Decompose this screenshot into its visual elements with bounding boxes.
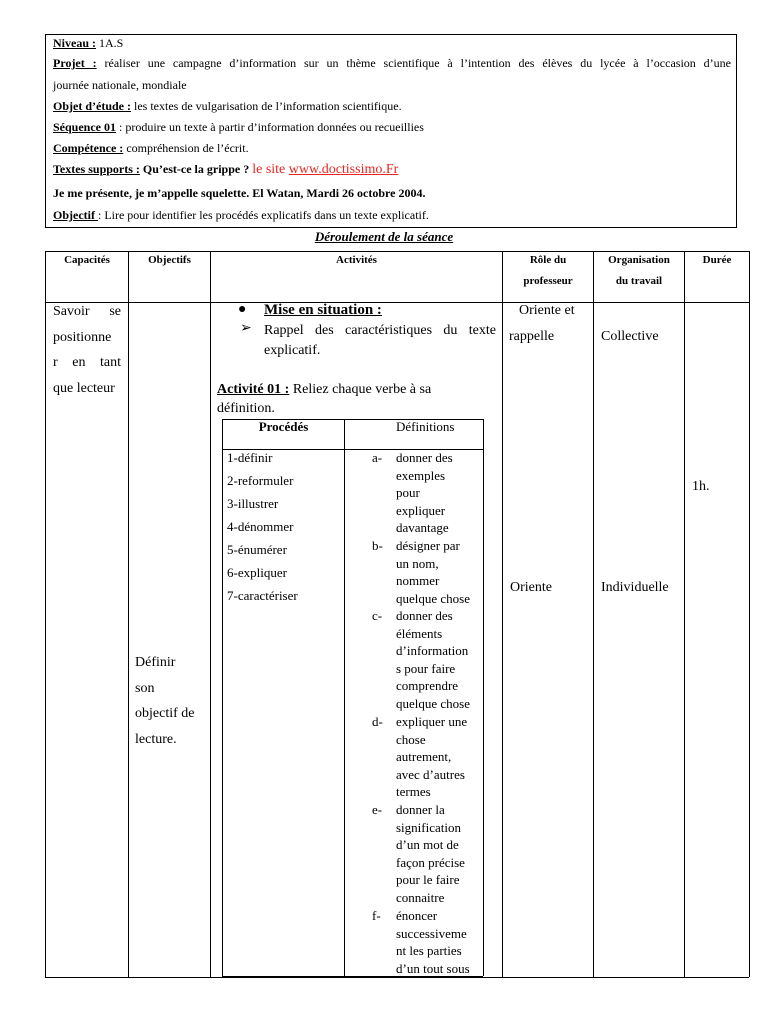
definition-line: avec d’autres	[396, 766, 465, 782]
projet-label: Projet :	[53, 56, 97, 70]
objectif-line	[53, 208, 429, 222]
activite-01-text-2: définition.	[217, 401, 275, 416]
arrow-bullet-icon: ➢	[240, 321, 252, 336]
procede-item: 3-illustrer	[227, 496, 279, 511]
definition-line: pour	[396, 485, 420, 501]
definition-line: connaitre	[396, 889, 445, 905]
rappel-text	[264, 321, 496, 361]
competence-line	[53, 141, 249, 155]
niveau-line	[53, 36, 123, 50]
definition-line: donner la	[396, 802, 445, 817]
projet-value-2: journée nationale, mondiale	[53, 78, 187, 92]
definition-label: c-	[372, 608, 383, 623]
objet-line	[53, 99, 402, 113]
capacites-line: positionne	[53, 329, 112, 345]
inner-header-definitions: Définitions	[396, 419, 455, 434]
definition-line: quelque chose	[396, 695, 471, 711]
inner-col-border-1	[344, 419, 345, 976]
capacites-line: que lecteur	[53, 380, 115, 396]
niveau-value: 1A.S	[96, 36, 124, 50]
rappel-line-1: Rappel des caractéristiques du texte	[264, 323, 496, 338]
col-border-4	[593, 251, 594, 977]
role-line: Oriente et	[519, 303, 575, 318]
definition-line: expliquer une	[396, 714, 468, 729]
definition-d	[396, 713, 467, 801]
definition-line: quelque chose	[396, 590, 471, 606]
header-organisation-line2: du travail	[615, 275, 663, 287]
definition-line: expliquer	[396, 502, 446, 518]
organisation-cell-2: Individuelle	[601, 580, 669, 595]
col-border-1	[128, 251, 129, 977]
sequence-value: : produire un texte à partir d’information données ou recueillies	[116, 120, 424, 134]
definition-line: pour le faire	[396, 872, 460, 888]
header-organisation-line1: Organisation	[608, 254, 670, 266]
definition-c	[396, 607, 470, 713]
table-header-border	[45, 302, 749, 303]
activite-01-label: Activité 01 :	[217, 382, 290, 397]
role-cell-2: Oriente	[510, 580, 552, 595]
procede-item: 1-définir	[227, 450, 273, 465]
objectif-label: Objectif	[53, 208, 98, 222]
definition-line: d’un mot de	[396, 837, 459, 853]
textes-site-link[interactable]: www.doctissimo.Fr	[288, 162, 399, 177]
objet-label: Objet d’étude :	[53, 99, 131, 113]
sequence-label: Séquence 01	[53, 120, 116, 134]
projet-line-2	[53, 78, 187, 92]
definition-b	[396, 537, 470, 607]
capacites-cell	[53, 299, 121, 401]
definition-line: comprendre	[396, 678, 459, 694]
definition-line: s pour faire	[396, 660, 456, 676]
rappel-line-2: explicatif.	[264, 343, 321, 358]
activite-01	[217, 380, 496, 418]
procede-item: 6-expliquer	[227, 565, 287, 580]
definition-f	[396, 907, 470, 977]
projet-line	[53, 56, 731, 70]
definition-line: signification	[396, 819, 461, 835]
definition-line: davantage	[396, 520, 449, 536]
objectifs-line: son	[135, 680, 155, 696]
definition-line: autrement,	[396, 749, 452, 765]
objectifs-line: objectif de	[135, 706, 195, 721]
col-border-5	[684, 251, 685, 977]
definition-line: nommer	[396, 573, 440, 589]
col-border-6	[749, 251, 750, 977]
inner-col-border-0	[222, 419, 223, 976]
procede-item: 5-énumérer	[227, 542, 287, 557]
bullet-dot-icon: ●	[238, 302, 247, 317]
role-cell-1	[509, 298, 589, 349]
niveau-label: Niveau :	[53, 36, 96, 50]
objectifs-cell	[135, 650, 205, 752]
organisation-cell-1: Collective	[601, 329, 659, 344]
activite-01-text: Reliez chaque verbe à sa	[289, 382, 432, 397]
inner-col-border-2	[483, 419, 484, 976]
header-role	[503, 250, 593, 292]
definition-line: donner des	[396, 608, 453, 623]
objectifs-line: lecture.	[135, 731, 177, 747]
projet-value-1: réaliser une campagne d’information sur un thème scientifique à l’intention des élèves du lycée à l’occasion d’une	[96, 56, 731, 70]
header-role-line2: professeur	[523, 275, 573, 287]
definition-line: donner des	[396, 450, 453, 465]
definition-line: désigner par	[396, 538, 460, 553]
mise-en-situation: Mise en situation :	[264, 302, 382, 318]
definition-e	[396, 801, 465, 907]
definition-line: un nom,	[396, 555, 439, 571]
duree-cell: 1h.	[692, 479, 710, 494]
definition-line: successiveme	[396, 925, 467, 941]
role-line: rappelle	[509, 328, 555, 344]
col-border-3	[502, 251, 503, 977]
section-title: Déroulement de la séance	[314, 229, 454, 244]
col-border-0	[45, 251, 46, 977]
header-organisation	[594, 250, 684, 292]
definition-line: termes	[396, 784, 431, 800]
inner-header-procedes: Procédés	[258, 419, 309, 434]
header-box	[45, 34, 737, 228]
sequence-line	[53, 120, 424, 134]
capacites-line: r en tant	[53, 355, 121, 370]
procede-item: 4-dénommer	[227, 519, 294, 534]
definition-a	[396, 449, 453, 537]
objectifs-line: Définir	[135, 655, 176, 670]
header-role-line1: Rôle du	[529, 254, 567, 266]
procede-item: 7-caractériser	[227, 588, 298, 603]
definition-line: exemples	[396, 467, 446, 483]
definition-line: façon précise	[396, 854, 465, 870]
textes-line	[53, 162, 398, 177]
definition-line: d’information	[396, 643, 469, 659]
objectif-value: : Lire pour identifier les procédés explicatifs dans un texte explicatif.	[97, 208, 429, 222]
competence-label: Compétence :	[53, 141, 124, 155]
objet-value: les textes de vulgarisation de l’information scientifique.	[131, 99, 402, 113]
textes-site-prefix: le site	[252, 162, 289, 177]
header-objectifs: Objectifs	[148, 254, 191, 266]
definition-label: a-	[372, 450, 383, 465]
definition-line: nt les parties	[396, 943, 462, 959]
competence-value: compréhension de l’écrit.	[123, 141, 249, 155]
definition-line: éléments	[396, 625, 443, 641]
capacites-line: Savoir se	[53, 304, 121, 319]
definition-label: b-	[372, 538, 383, 553]
definition-label: d-	[372, 714, 383, 729]
definition-label: f-	[372, 908, 381, 923]
definition-line: d’un tout sous	[396, 960, 470, 976]
header-capacites: Capacités	[64, 254, 110, 266]
textes-label: Textes supports :	[53, 162, 140, 176]
col-border-2	[210, 251, 211, 977]
definition-label: e-	[372, 802, 383, 817]
presente-line: Je me présente, je m’appelle squelette. El Watan, Mardi 26 octobre 2004.	[53, 186, 426, 200]
textes-value: Qu’est-ce la grippe ?	[139, 162, 253, 176]
procedes-list	[227, 446, 298, 607]
header-duree: Durée	[702, 254, 732, 266]
definition-line: énoncer	[396, 908, 438, 923]
procede-item: 2-reformuler	[227, 473, 294, 488]
definition-line: chose	[396, 731, 426, 747]
header-activites: Activités	[336, 254, 377, 266]
